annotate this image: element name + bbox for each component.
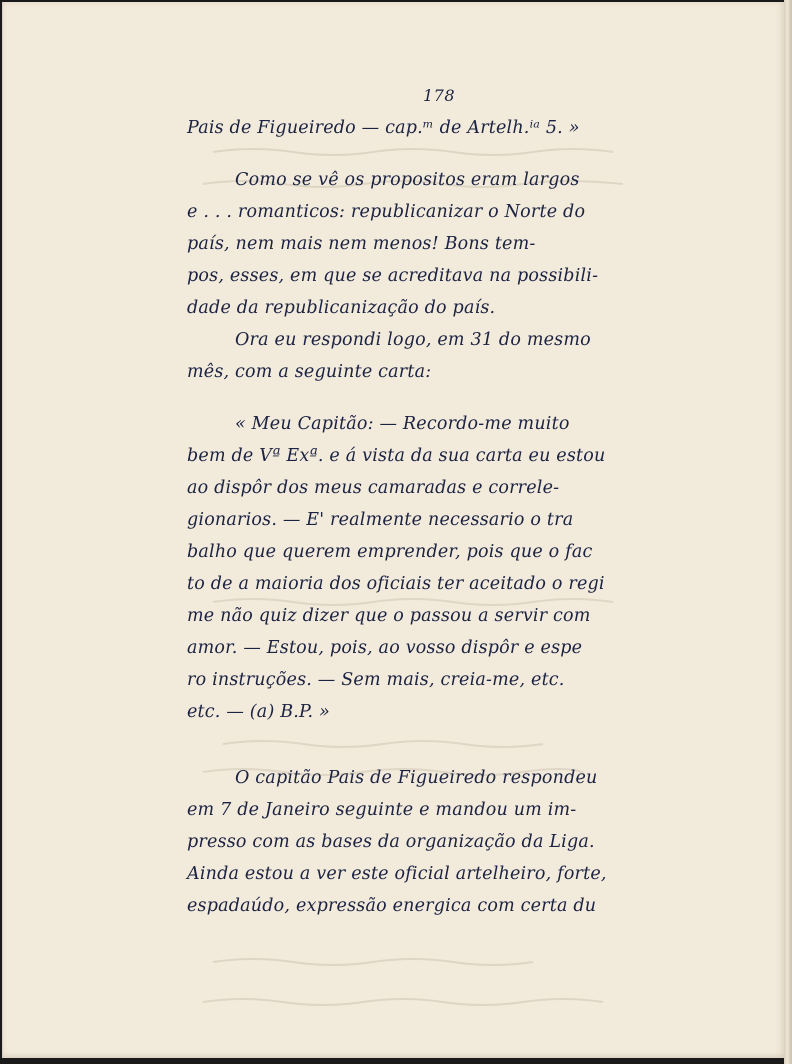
- text-line: ro instruções. — Sem mais, creia-me, etc.: [187, 670, 565, 690]
- text-line: em 7 de Janeiro seguinte e mandou um im-: [187, 800, 577, 820]
- text-line: me não quiz dizer que o passou a servir com: [187, 606, 591, 626]
- text-line: país, nem mais nem menos! Bons tem-: [187, 234, 536, 254]
- text-line: dade da republicanização do país.: [187, 298, 496, 318]
- text-line: Ora eu respondi logo, em 31 do mesmo: [235, 330, 591, 350]
- text-line: ao dispôr dos meus camaradas e correle-: [187, 478, 560, 498]
- text-line: etc. — (a) B.P. »: [187, 702, 330, 722]
- manuscript-text: [187, 112, 707, 922]
- text-line: amor. — Estou, pois, ao vosso dispôr e espe: [187, 638, 583, 658]
- text-line: Pais de Figueiredo — cap.ᵐ de Artelh.ⁱᵃ 5. »: [187, 118, 580, 138]
- text-line: e . . . romanticos: republicanizar o Norte do: [187, 202, 586, 222]
- text-line: espadaúdo, expressão energica com certa du: [187, 896, 597, 916]
- text-line: gionarios. — E' realmente necessario o tra: [187, 510, 574, 530]
- text-line: pos, esses, em que se acreditava na possibili-: [187, 266, 599, 286]
- text-line: O capitão Pais de Figueiredo respondeu: [235, 768, 598, 788]
- text-line: balho que querem emprender, pois que o fac: [187, 542, 593, 562]
- text-line: mês, com a seguinte carta:: [187, 362, 432, 382]
- manuscript-page: [2, 2, 785, 1058]
- page-number: 178: [423, 86, 456, 105]
- text-line: to de a maioria dos oficiais ter aceitado o regi: [187, 574, 605, 594]
- text-line: Ainda estou a ver este oficial artelheiro, forte,: [187, 864, 607, 884]
- page-edge: [784, 0, 792, 1064]
- text-line: bem de Vª Exª. e á vista da sua carta eu estou: [187, 446, 606, 466]
- text-line: Como se vê os propositos eram largos: [235, 170, 580, 190]
- text-line: « Meu Capitão: — Recordo-me muito: [235, 414, 570, 434]
- text-line: presso com as bases da organização da Liga.: [187, 832, 595, 852]
